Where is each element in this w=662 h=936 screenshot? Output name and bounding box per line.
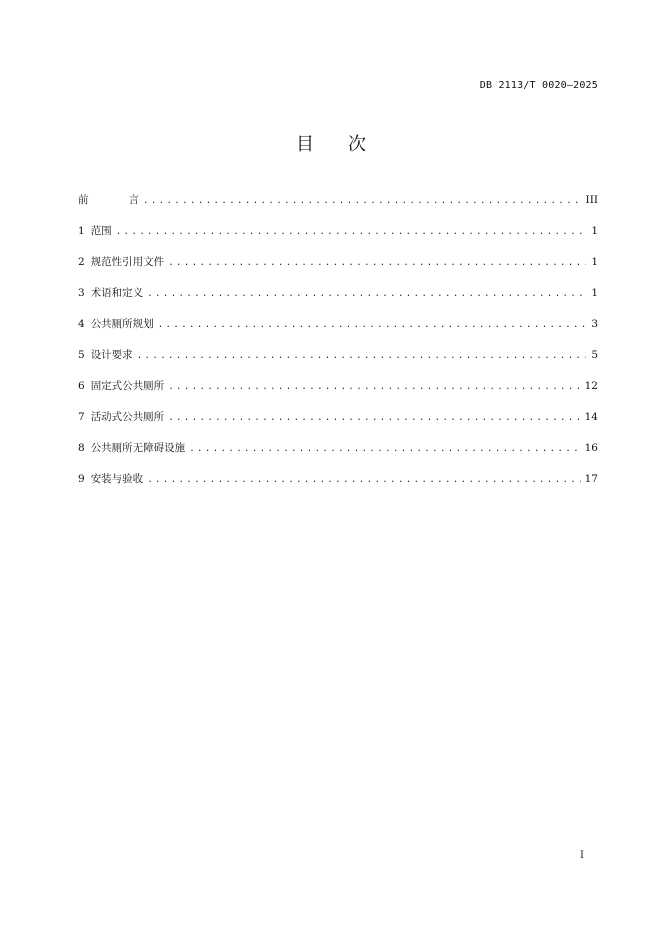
toc-entry-terms-definitions[interactable] — [78, 285, 598, 316]
toc-entry-number: 3 — [78, 287, 85, 299]
toc-entry-label: 活动式公共厕所 — [90, 411, 165, 423]
toc-leader-dots — [143, 196, 582, 206]
toc-leader-dots — [158, 320, 586, 330]
toc-leader-dots — [168, 258, 586, 268]
toc-entry-page: 1 — [591, 287, 598, 299]
toc-entry-installation-acceptance[interactable] — [78, 471, 598, 502]
toc-title — [0, 130, 662, 156]
toc-entry-mobile-toilets[interactable] — [78, 409, 598, 440]
toc-leader-dots — [116, 227, 586, 237]
toc-entry-label: 固定式公共厕所 — [90, 380, 165, 392]
toc-entry-label: 安装与验收 — [90, 473, 144, 485]
toc-entry-number: 1 — [78, 225, 85, 237]
toc-leader-dots — [147, 475, 580, 485]
toc-list — [78, 192, 598, 502]
toc-leader-dots — [137, 351, 586, 361]
toc-entry-page: 16 — [584, 442, 598, 454]
toc-entry-page: III — [585, 194, 598, 206]
toc-entry-label: 前 言 — [78, 194, 139, 206]
toc-entry-label: 设计要求 — [90, 349, 133, 361]
toc-entry-number: 8 — [78, 442, 85, 454]
toc-leader-dots — [189, 444, 580, 454]
toc-entry-number: 6 — [78, 380, 85, 392]
toc-entry-page: 14 — [584, 411, 598, 423]
toc-entry-label: 公共厕所无障碍设施 — [90, 442, 186, 454]
toc-entry-number: 9 — [78, 473, 85, 485]
toc-entry-label: 公共厕所规划 — [90, 318, 154, 330]
toc-entry-page: 1 — [591, 225, 598, 237]
toc-entry-page: 1 — [591, 256, 598, 268]
toc-entry-label: 规范性引用文件 — [90, 256, 165, 268]
toc-entry-number: 5 — [78, 349, 85, 361]
toc-entry-scope[interactable] — [78, 223, 598, 254]
page-number: I — [580, 850, 584, 861]
toc-entry-page: 12 — [584, 380, 598, 392]
toc-title-char-2: 次 — [348, 134, 366, 155]
toc-entry-number: 7 — [78, 411, 85, 423]
toc-entry-planning[interactable] — [78, 316, 598, 347]
toc-entry-foreword[interactable] — [78, 192, 598, 223]
toc-entry-number: 2 — [78, 256, 85, 268]
toc-entry-fixed-toilets[interactable] — [78, 378, 598, 409]
toc-leader-dots — [147, 289, 586, 299]
toc-entry-label: 术语和定义 — [90, 287, 144, 299]
toc-entry-accessibility[interactable] — [78, 440, 598, 471]
document-code: DB 2113/T 0020—2025 — [479, 80, 598, 91]
toc-title-char-1: 目 — [296, 134, 314, 155]
toc-entry-page: 3 — [591, 318, 598, 330]
toc-entry-number: 4 — [78, 318, 85, 330]
toc-entry-page: 5 — [591, 349, 598, 361]
toc-entry-normative-references[interactable] — [78, 254, 598, 285]
toc-entry-label: 范围 — [90, 225, 112, 237]
toc-leader-dots — [168, 382, 580, 392]
toc-entry-design-requirements[interactable] — [78, 347, 598, 378]
toc-leader-dots — [168, 413, 580, 423]
toc-entry-page: 17 — [584, 473, 598, 485]
